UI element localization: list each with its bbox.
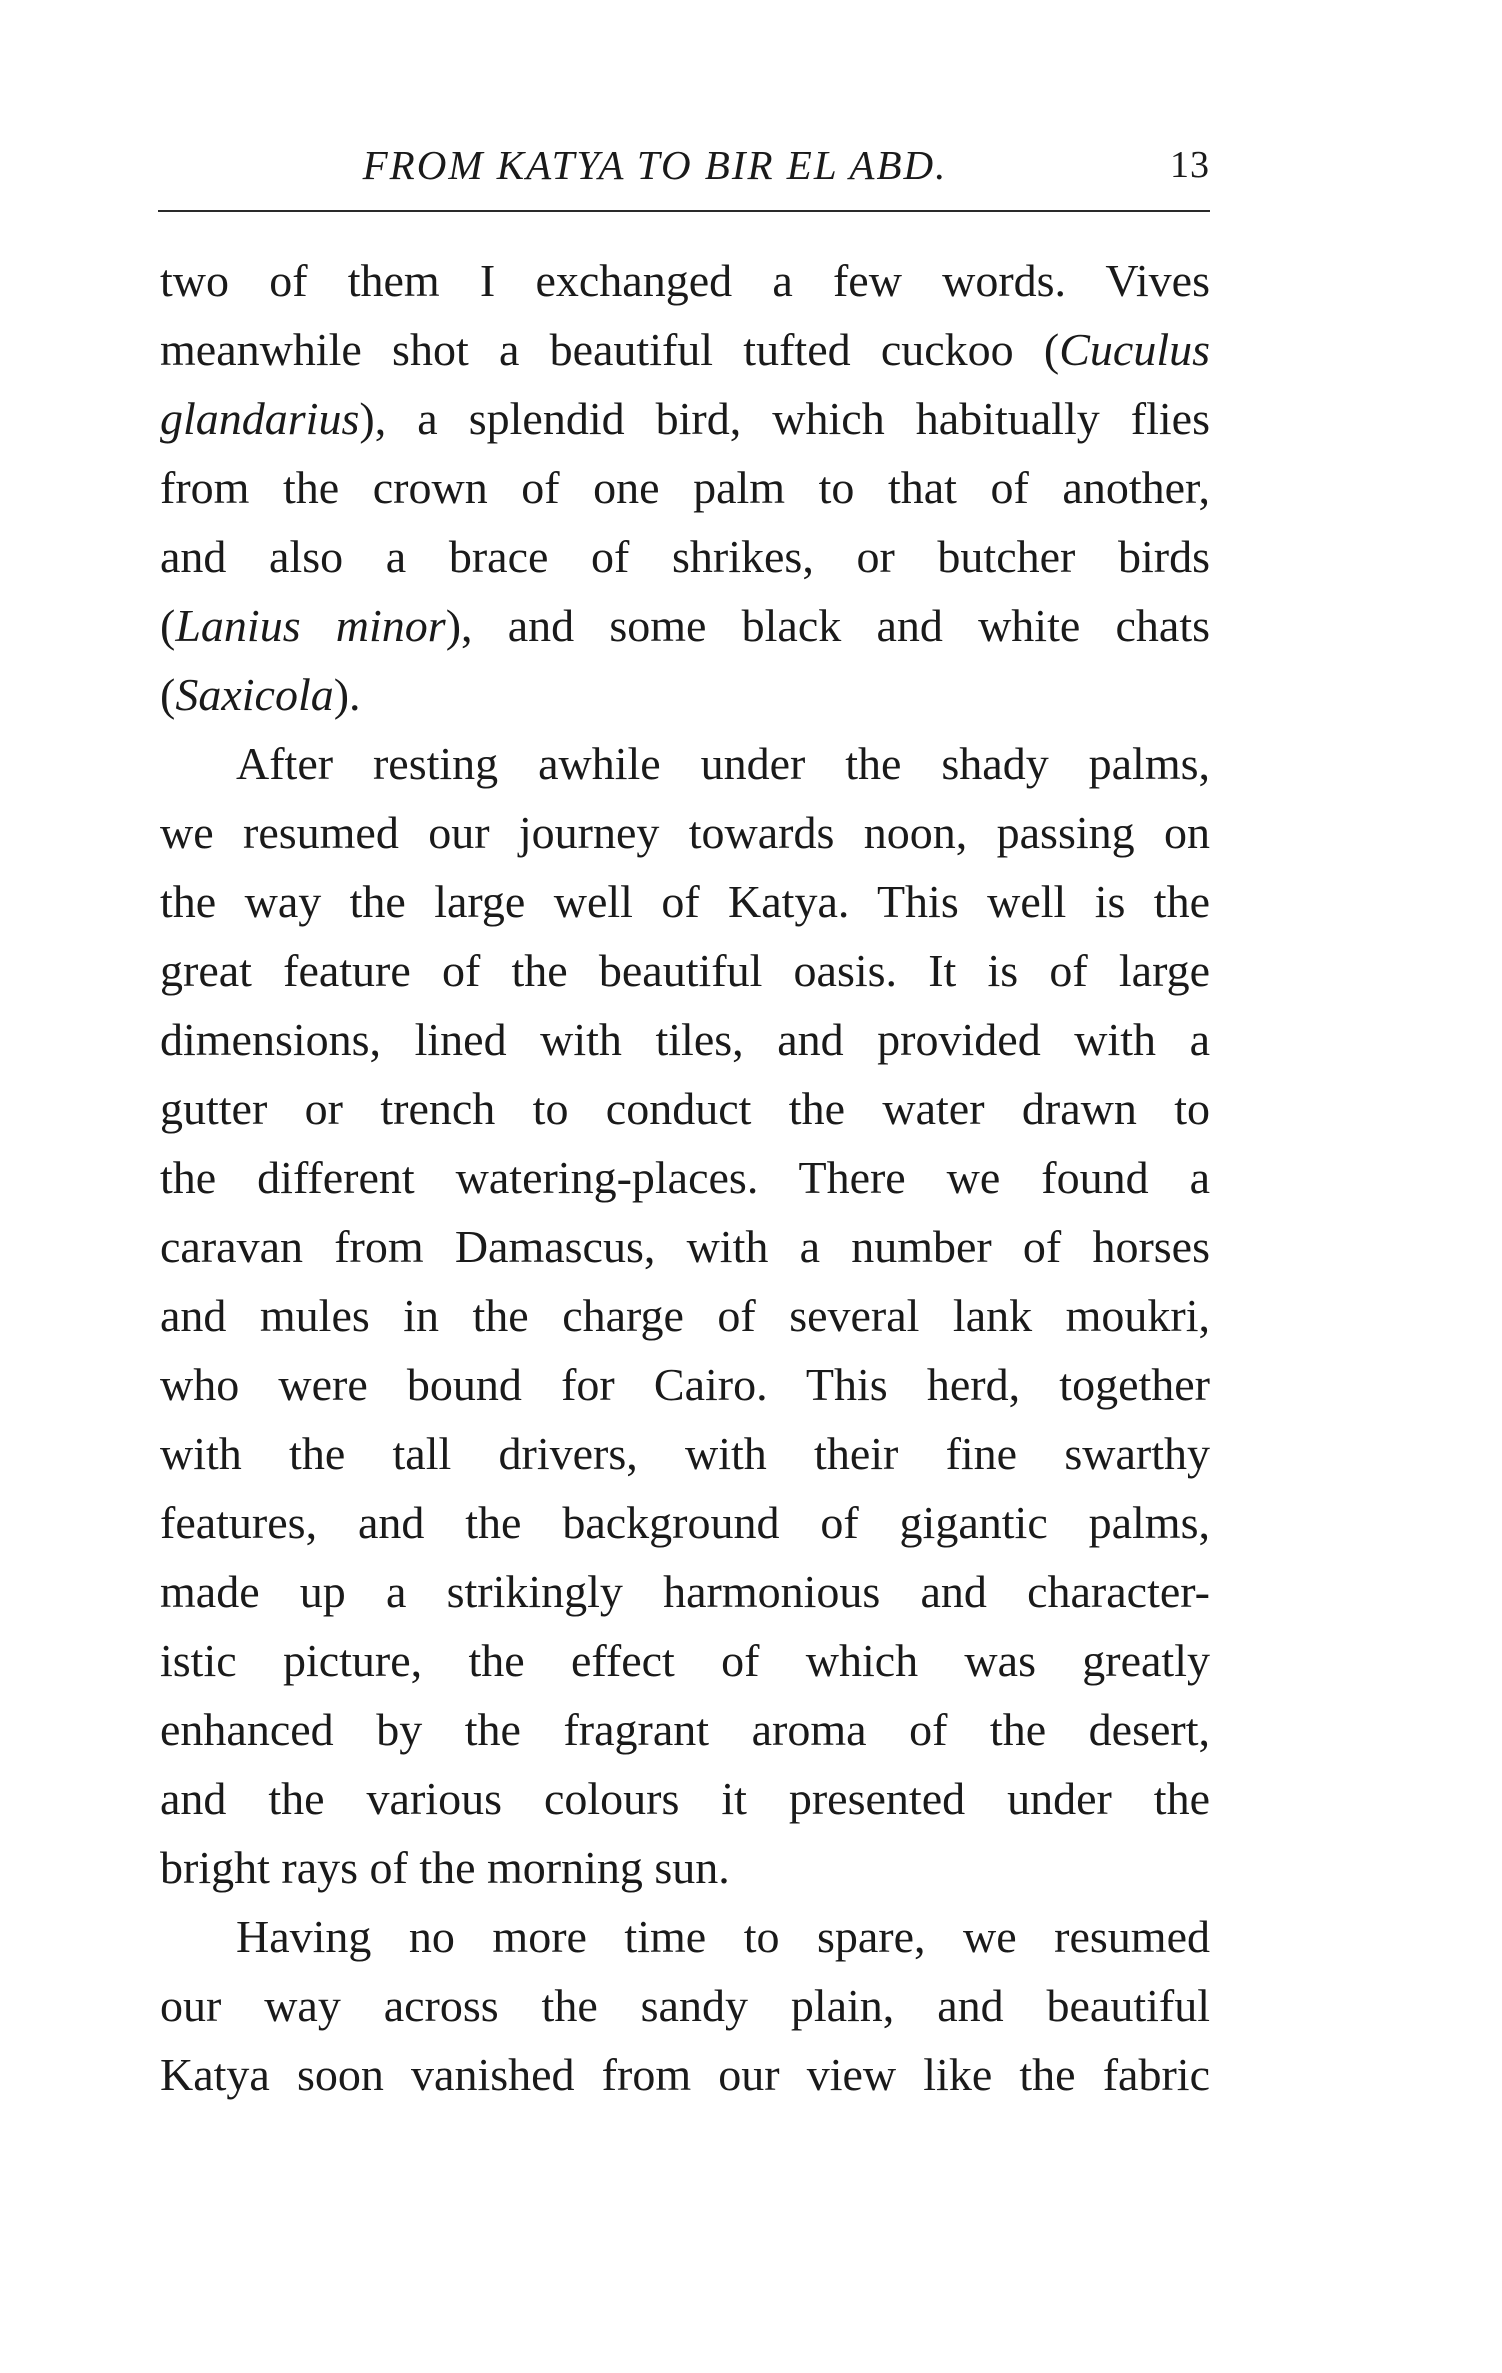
text-line: dimensions, lined with tiles, and provided with a bbox=[160, 1014, 1210, 1065]
species-name: Lanius minor bbox=[175, 600, 446, 651]
text-line: meanwhile shot a beautiful tufted cuckoo (Cuculus bbox=[160, 324, 1210, 375]
text-line: our way across the sandy plain, and beautiful bbox=[160, 1980, 1210, 2031]
running-head bbox=[160, 135, 1210, 195]
text-line: bright rays of the morning sun. bbox=[160, 1842, 730, 1893]
text-line: the different watering-places. There we found a bbox=[160, 1152, 1210, 1203]
species-name: Saxicola bbox=[175, 669, 334, 720]
text-line: we resumed our journey towards noon, passing on bbox=[160, 807, 1210, 858]
species-name: glandarius bbox=[160, 393, 360, 444]
text-line: enhanced by the fragrant aroma of the desert, bbox=[160, 1704, 1210, 1755]
text-line: (Lanius minor), and some black and white chats bbox=[160, 600, 1210, 651]
text-line: made up a strikingly harmonious and character- bbox=[160, 1566, 1210, 1617]
paragraph-start: After resting awhile under the shady palms, bbox=[236, 738, 1210, 789]
text-line: two of them I exchanged a few words. Vives bbox=[160, 255, 1210, 306]
body-text bbox=[160, 246, 1210, 2109]
text-line: features, and the background of gigantic palms, bbox=[160, 1497, 1210, 1548]
paragraph-start: Having no more time to spare, we resumed bbox=[236, 1911, 1210, 1962]
text-line: who were bound for Cairo. This herd, together bbox=[160, 1359, 1210, 1410]
text-line: gutter or trench to conduct the water drawn to bbox=[160, 1083, 1210, 1134]
text-line: and mules in the charge of several lank moukri, bbox=[160, 1290, 1210, 1341]
running-title: FROM KATYA TO BIR EL ABD. bbox=[362, 142, 948, 188]
text-line: with the tall drivers, with their fine swarthy bbox=[160, 1428, 1210, 1479]
text-line: glandarius), a splendid bird, which habitually flies bbox=[160, 393, 1210, 444]
text-line: and also a brace of shrikes, or butcher birds bbox=[160, 531, 1210, 582]
text-line: Katya soon vanished from our view like the fabric bbox=[160, 2049, 1210, 2100]
text-line: and the various colours it presented under the bbox=[160, 1773, 1210, 1824]
page-number: 13 bbox=[1170, 144, 1210, 186]
text-line: istic picture, the effect of which was greatly bbox=[160, 1635, 1210, 1686]
text-line: caravan from Damascus, with a number of horses bbox=[160, 1221, 1210, 1272]
species-name: Cuculus bbox=[1059, 324, 1210, 375]
text-line: (Saxicola). bbox=[160, 669, 361, 720]
text-line: from the crown of one palm to that of another, bbox=[160, 462, 1210, 513]
text-line: the way the large well of Katya. This well is the bbox=[160, 876, 1210, 927]
header-rule bbox=[158, 210, 1210, 212]
text-line: great feature of the beautiful oasis. It is of large bbox=[160, 945, 1210, 996]
